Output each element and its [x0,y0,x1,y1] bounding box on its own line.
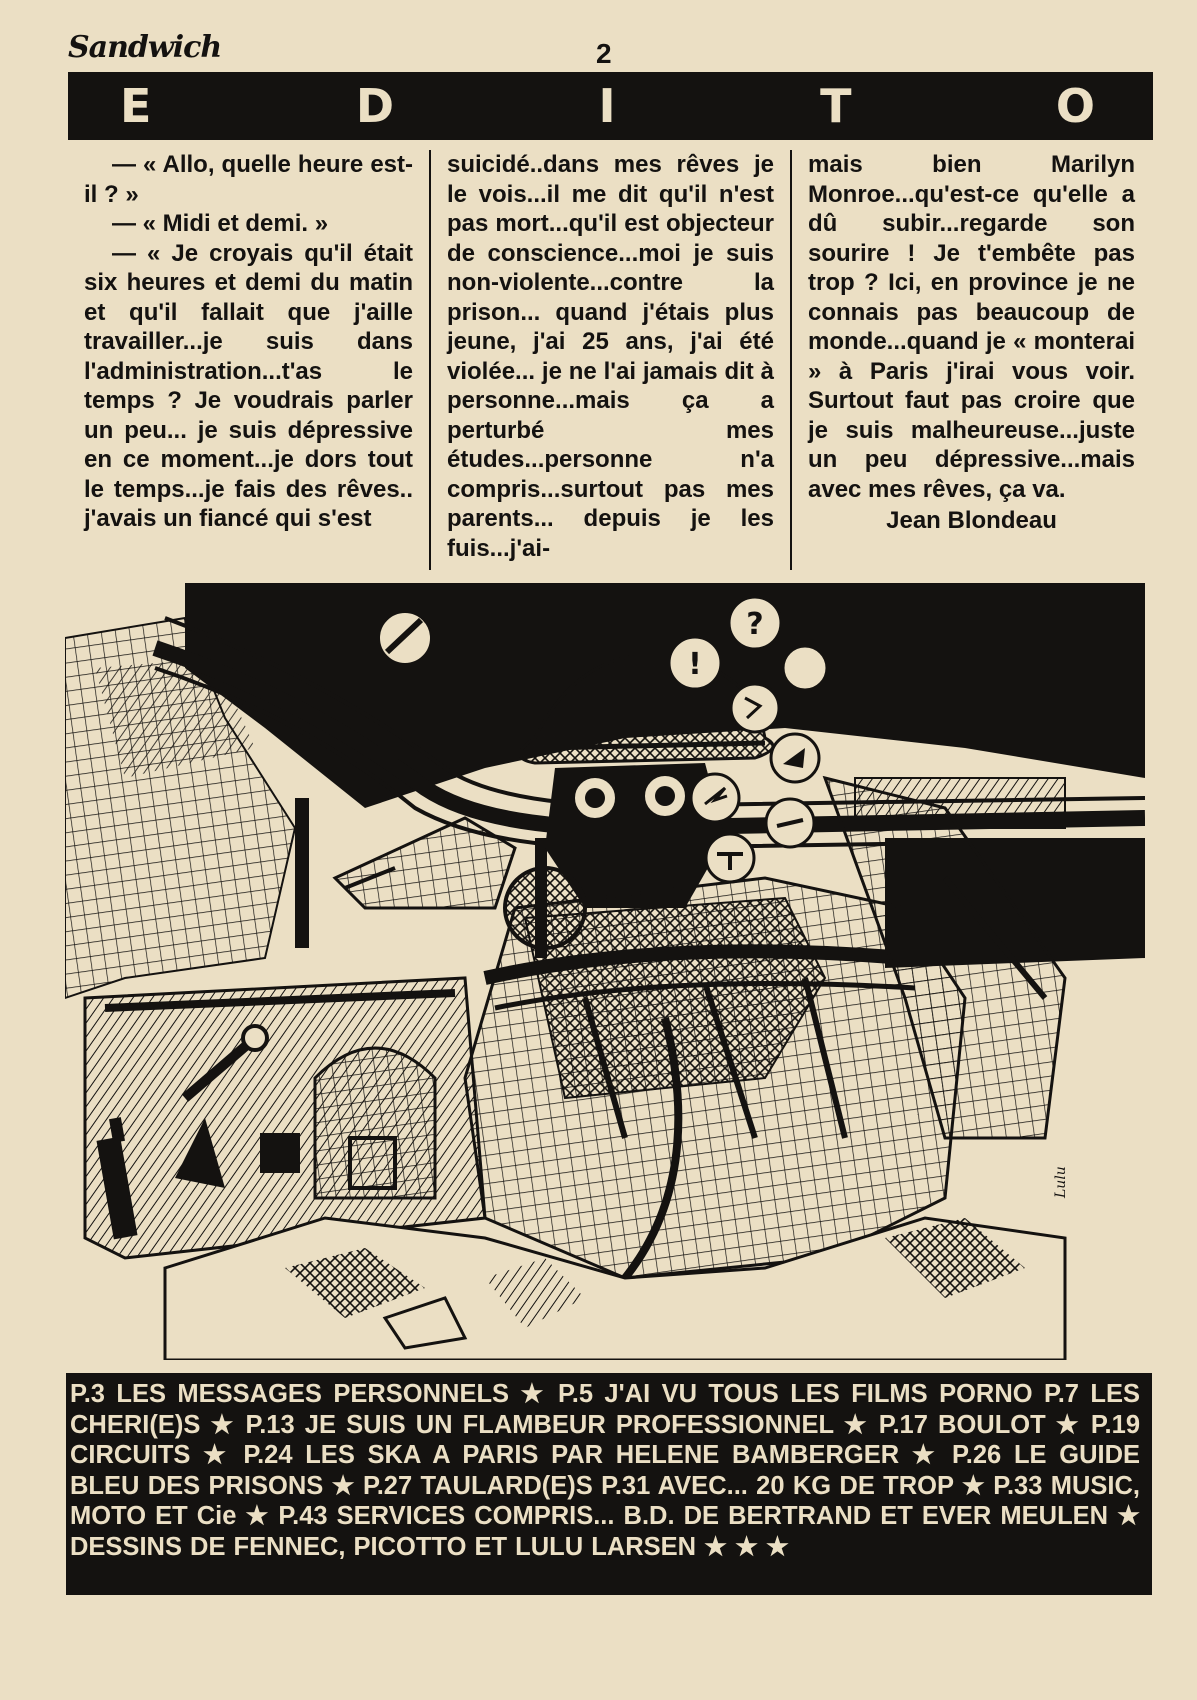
hand [335,818,515,908]
article-columns [68,150,1153,570]
dialogue-line: — « Midi et demi. » [112,210,329,237]
edito-title-bar [68,72,1153,140]
exclamation-bubble: ! [688,647,702,682]
edito-letter: O [1055,79,1095,133]
article-column-2 [429,150,790,570]
artist-signature: Lulu [1053,1166,1069,1198]
dialogue-line: — « Allo, quelle heure est-il ? » [84,151,413,208]
article-column-1 [68,150,429,570]
edito-letter: D [355,79,395,133]
table-of-contents [66,1373,1152,1595]
edito-letter: I [598,79,616,133]
article-column-3 [790,150,1151,570]
article-paragraph: suicidé..dans mes rêves je le vois...il me dit qu'il n'est pas mort...qu'il est objecteur de conscience...moi je suis non-violente...contre la prison... quand j'étais plus jeune, j'ai 25 ans, j'ai été violée... je ne l'ai jamais dit à personne...mais ça a perturbé mes études...personne n'a compris...surtout pas mes parents... depuis je les fuis...j'ai- [447,151,774,562]
author-signature: Jean Blondeau [886,507,1057,534]
moon-icon [379,612,431,664]
question-mark-bubble: ? [746,607,764,642]
article-paragraph: mais bien Marilyn Monroe...qu'est-ce qu'elle a dû subir...regarde son sourire ! Je t'embête pas trop ? Ici, en province je ne connais pas beaucoup de monde...quand je « monterai » à Paris j'irai vous voir. Surtout faut pas croire que je suis malheureuse...juste un peu dépressive...mais avec mes rêves, ça va. [808,151,1135,503]
edito-letter: E [120,79,152,133]
edito-letter: T [820,79,852,133]
page-number: 2 [596,38,612,69]
dialogue-line: — « Je croyais qu'il était six heures et demi du matin et qu'il fallait que j'aille travailler...je suis dans l'administration...t'as le temps ? Je voudrais parler un peu... je suis dépressive en ce moment...je dors tout le temps...je fais des rêves.. j'avais un fiancé qui s'est [84,239,413,532]
masked-figure-illustration [65,578,1145,1360]
masthead-logo: Sandwich [68,30,222,65]
toc-text: P.3 LES MESSAGES PERSONNELS ★ P.5 J'AI VU TOUS LES FILMS PORNO P.7 LES CHERI(E)S ★ P.13 JE SUIS UN FLAMBEUR PROFESSIONNEL ★ P.17 BOULOT ★ P.19 CIRCUITS ★ P.24 LES SKA A PARIS PAR HELENE BAMBERGER ★ P.26 LE GUIDE BLEU DES PRISONS ★ P.27 TAULARD(E)S P.31 AVEC... 20 KG DE TROP ★ P.33 MUSIC, MOTO ET Cie ★ P.43 SERVICES COMPRIS... B.D. DE BERTRAND ET EVER MEULEN ★ DESSINS DE FENNEC, PICOTTO ET LULU LARSEN ★ ★ ★ [70,1380,1140,1561]
